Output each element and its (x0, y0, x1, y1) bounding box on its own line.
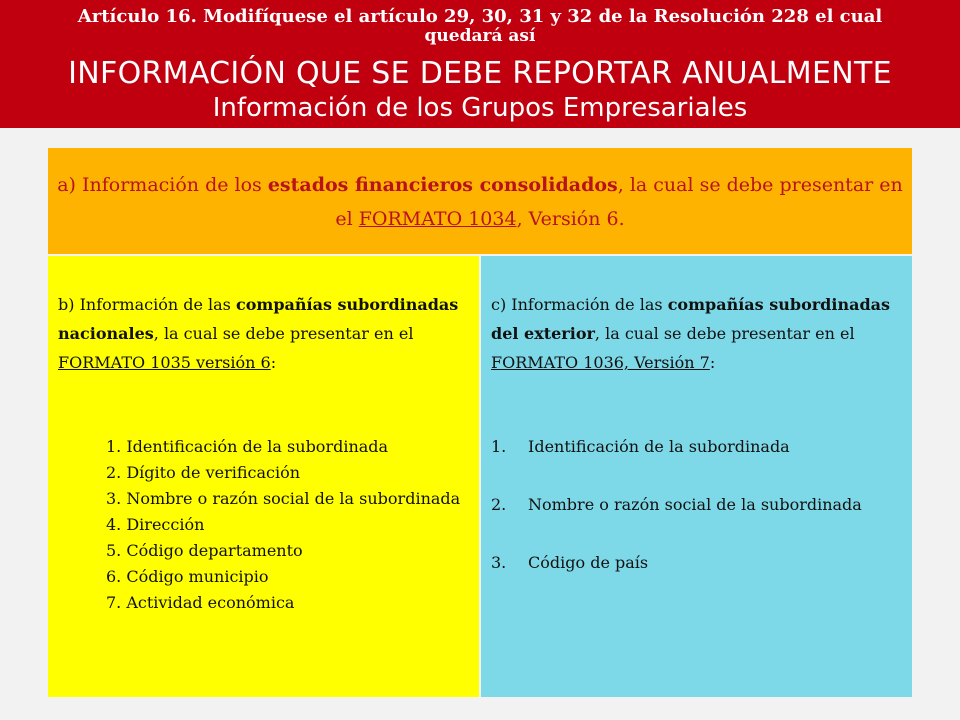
section-a-format-link: FORMATO 1034 (358, 208, 517, 230)
list-item-text: Nombre o razón social de la subordinada (528, 495, 862, 514)
article-heading: Artículo 16. Modifíquese el artículo 29, 30, 31 y 32 de la Resolución 228 el cual (77, 6, 883, 27)
page-title: INFORMACIÓN QUE SE DEBE REPORTAR ANUALMENTE (68, 56, 892, 91)
section-a-bold: estados financieros consolidados (267, 174, 618, 196)
section-b-prefix: b) Información de las (58, 295, 236, 314)
list-item-number: 3. (491, 553, 507, 572)
section-b-box (48, 256, 479, 697)
list-item-number: 1. (491, 437, 507, 456)
section-c-format-link: FORMATO 1036, Versión 7 (491, 353, 710, 372)
article-heading-continued: quedará así (424, 26, 536, 46)
section-a-suffix: , Versión 6. (516, 208, 625, 230)
list-item: 3. Nombre o razón social de la subordinada (106, 489, 461, 508)
section-c-bold: compañías subordinadas del exterior (491, 295, 890, 343)
list-item: 4. Dirección (106, 515, 205, 534)
list-item (491, 492, 901, 518)
section-b-middle: , la cual se debe presentar en el (153, 324, 414, 343)
section-c-prefix: c) Información de las (491, 295, 668, 314)
list-item-number: 2. (491, 495, 507, 514)
section-c-box (481, 256, 912, 697)
page-subtitle: Información de los Grupos Empresariales (212, 93, 748, 123)
section-b-bold: compañías subordinadas nacionales (58, 295, 459, 343)
section-c-list (491, 434, 901, 608)
list-item (491, 434, 901, 460)
list-item: 2. Dígito de verificación (106, 463, 301, 482)
list-item-text: Identificación de la subordinada (528, 437, 790, 456)
section-c-middle: , la cual se debe presentar en el (594, 324, 855, 343)
section-b-suffix: : (270, 353, 277, 372)
section-b-paragraph (58, 290, 463, 377)
list-item (491, 550, 901, 576)
section-a-prefix: a) Información de los (57, 174, 268, 196)
section-a-box (48, 148, 912, 254)
list-item: 6. Código municipio (106, 567, 269, 586)
section-b-list (106, 434, 471, 616)
section-c-paragraph (491, 290, 896, 377)
section-c-suffix: : (709, 353, 716, 372)
list-item: 1. Identificación de la subordinada (106, 437, 389, 456)
list-item: 5. Código departamento (106, 541, 303, 560)
section-a-middle: , la cual se debe presentar en el (335, 174, 903, 230)
list-item-text: Código de país (528, 553, 649, 572)
section-b-format-link: FORMATO 1035 versión 6 (58, 353, 271, 372)
title-banner (0, 0, 960, 128)
list-item: 7. Actividad económica (106, 593, 295, 612)
